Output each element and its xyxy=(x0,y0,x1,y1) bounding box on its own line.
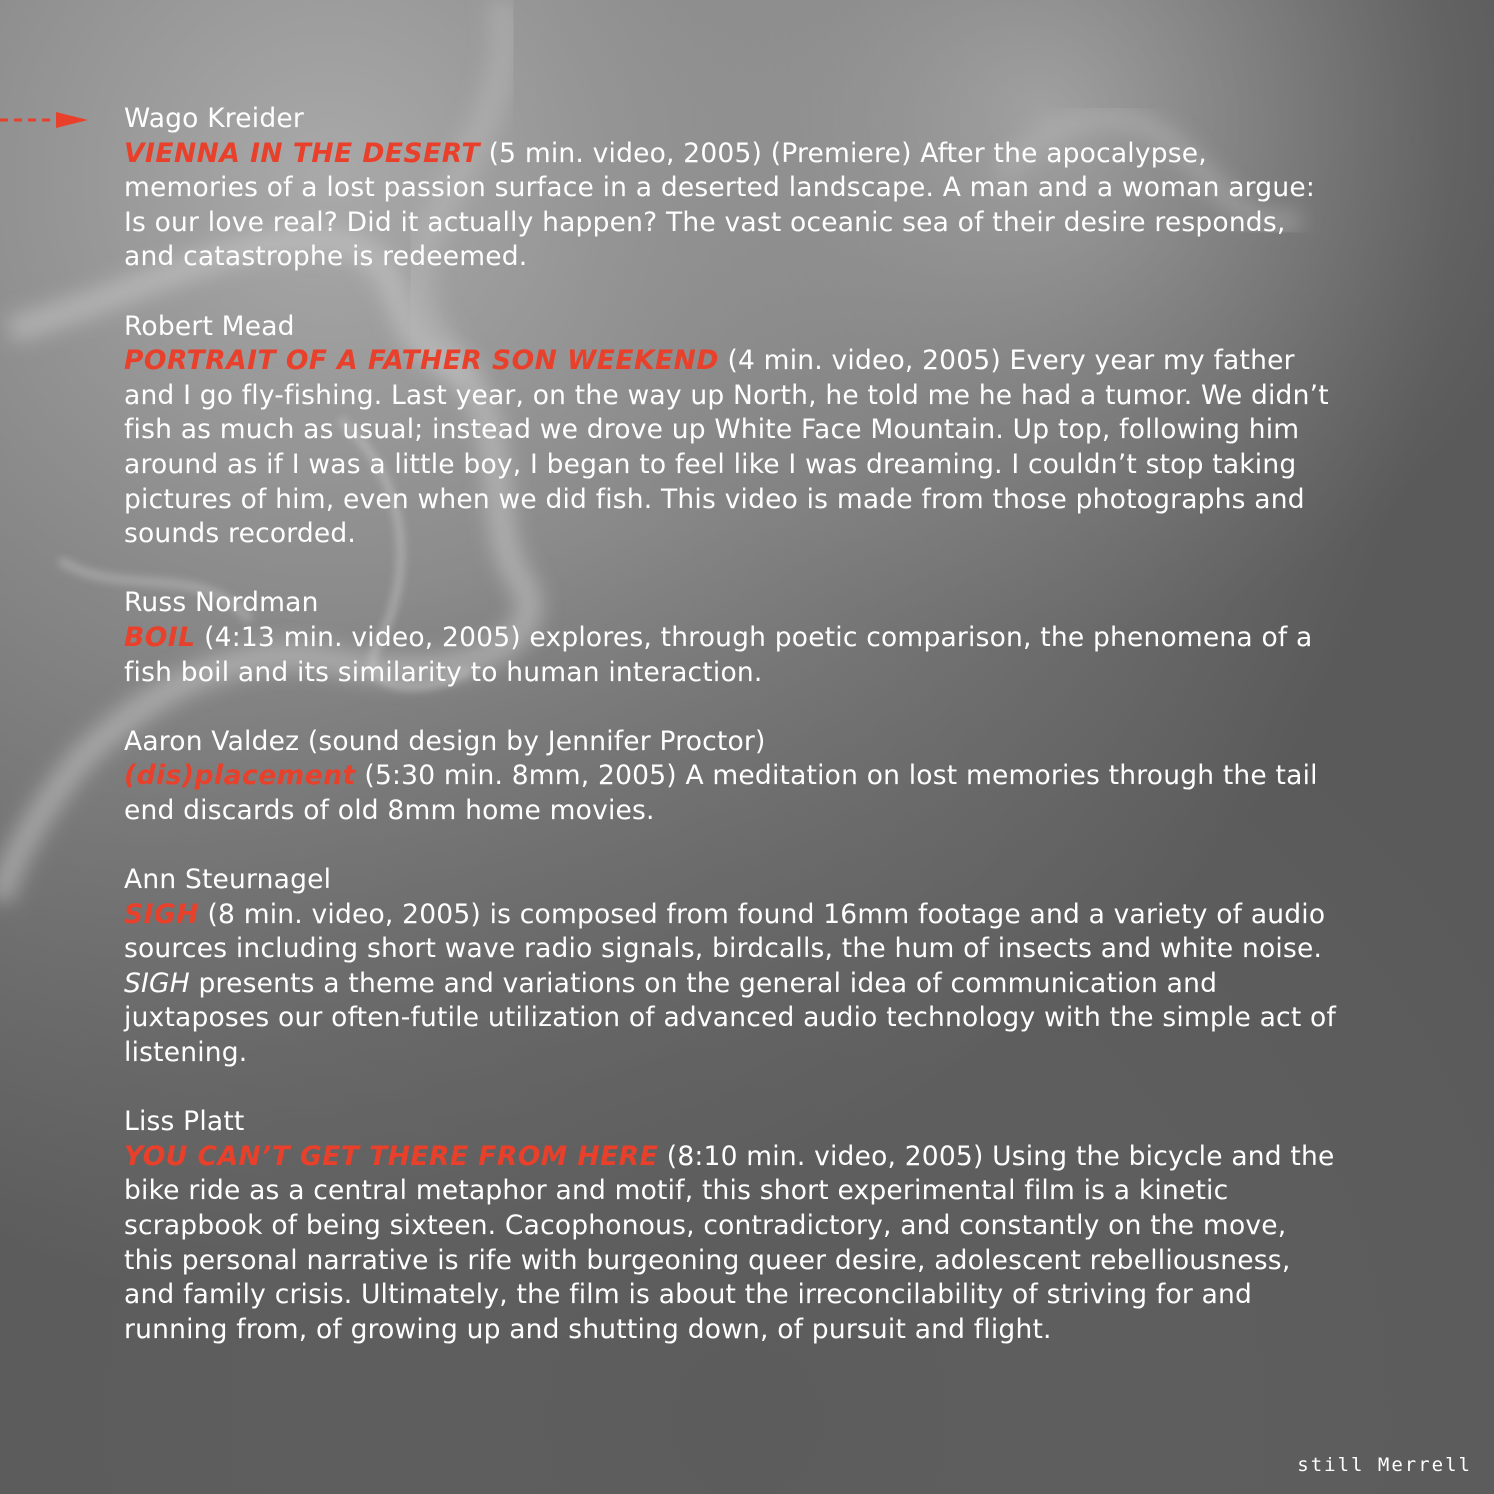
entry-description xyxy=(124,344,1344,552)
artist-name: Liss Platt xyxy=(124,1106,245,1138)
artist-name: Russ Nordman xyxy=(124,587,319,619)
entry-ann-steurnagel xyxy=(124,863,1344,1071)
entry-robert-mead xyxy=(124,310,1344,552)
artist-name: Ann Steurnagel xyxy=(124,864,332,896)
entry-wago-kreider xyxy=(124,102,1344,275)
film-details: (8:10 min. video, 2005) Using the bicycle and the bike ride as a central metaphor and motif, this short experimental film is a kinetic scrapbook of being sixteen. Cacophonous, contradictory, and constantly on the move, this personal narrative is rife with burgeoning queer desire, adolescent rebelliousness, and family crisis. Ultimately, the film is about the irreconcilability of striving for and running from, of growing up and shutting down, of pursuit and flight. xyxy=(124,1140,1335,1345)
entry-description xyxy=(124,621,1344,690)
artist-name: Aaron Valdez (sound design by Jennifer Proctor) xyxy=(124,725,766,757)
artist-name: Robert Mead xyxy=(124,310,295,342)
entry-description xyxy=(124,759,1344,828)
film-title: (dis)placement xyxy=(124,760,356,792)
film-details: (5:30 min. 8mm, 2005) A meditation on lost memories through the tail end discards of old 8mm home movies. xyxy=(124,760,1318,826)
film-title: SIGH xyxy=(124,898,199,930)
entry-liss-platt xyxy=(124,1105,1344,1347)
film-details: (8 min. video, 2005) is composed from found 16mm footage and a variety of audio sources including short wave radio signals, birdcalls, the hum of insects and white noise. xyxy=(124,898,1326,965)
entry-description xyxy=(124,137,1344,275)
film-title: BOIL xyxy=(124,621,196,653)
film-details-continued: presents a theme and variations on the general idea of communication and juxtaposes our often-futile utilization of advanced audio technology with the simple act of listening. xyxy=(124,967,1336,1069)
entry-aaron-valdez xyxy=(124,725,1344,829)
film-details: (4 min. video, 2005) Every year my father and I go fly-fishing. Last year, on the way up North, he told me he had a tumor. We didn’t fish as much as usual; instead we drove up White Face Mountain. Up top, following him around as if I was a little boy, I began to feel like I was dreaming. I couldn’t stop taking pictures of him, even when we did fish. This video is made from those photographs and sounds recorded. xyxy=(124,345,1329,550)
dashed-arrow-icon xyxy=(0,108,92,132)
film-details: (4:13 min. video, 2005) explores, through poetic comparison, the phenomena of a fish boil and its similarity to human interaction. xyxy=(124,621,1313,688)
film-title: VIENNA IN THE DESERT xyxy=(124,137,480,169)
program-listing xyxy=(124,102,1344,1382)
film-title-reference: SIGH xyxy=(124,967,190,999)
entry-description xyxy=(124,1140,1344,1348)
film-title: YOU CAN’T GET THERE FROM HERE xyxy=(124,1140,659,1172)
image-caption: still Merrell xyxy=(1297,1454,1472,1476)
entry-description xyxy=(124,898,1344,1071)
entry-russ-nordman xyxy=(124,586,1344,690)
artist-name: Wago Kreider xyxy=(124,103,304,134)
film-title: PORTRAIT OF A FATHER SON WEEKEND xyxy=(124,345,719,377)
film-details: (5 min. video, 2005) (Premiere) After the apocalypse, memories of a lost passion surface in a deserted landscape. A man and a woman argue: Is our love real? Did it actually happen? The vast oceanic sea of their desire responds, and catastrophe is redeemed. xyxy=(124,137,1315,273)
